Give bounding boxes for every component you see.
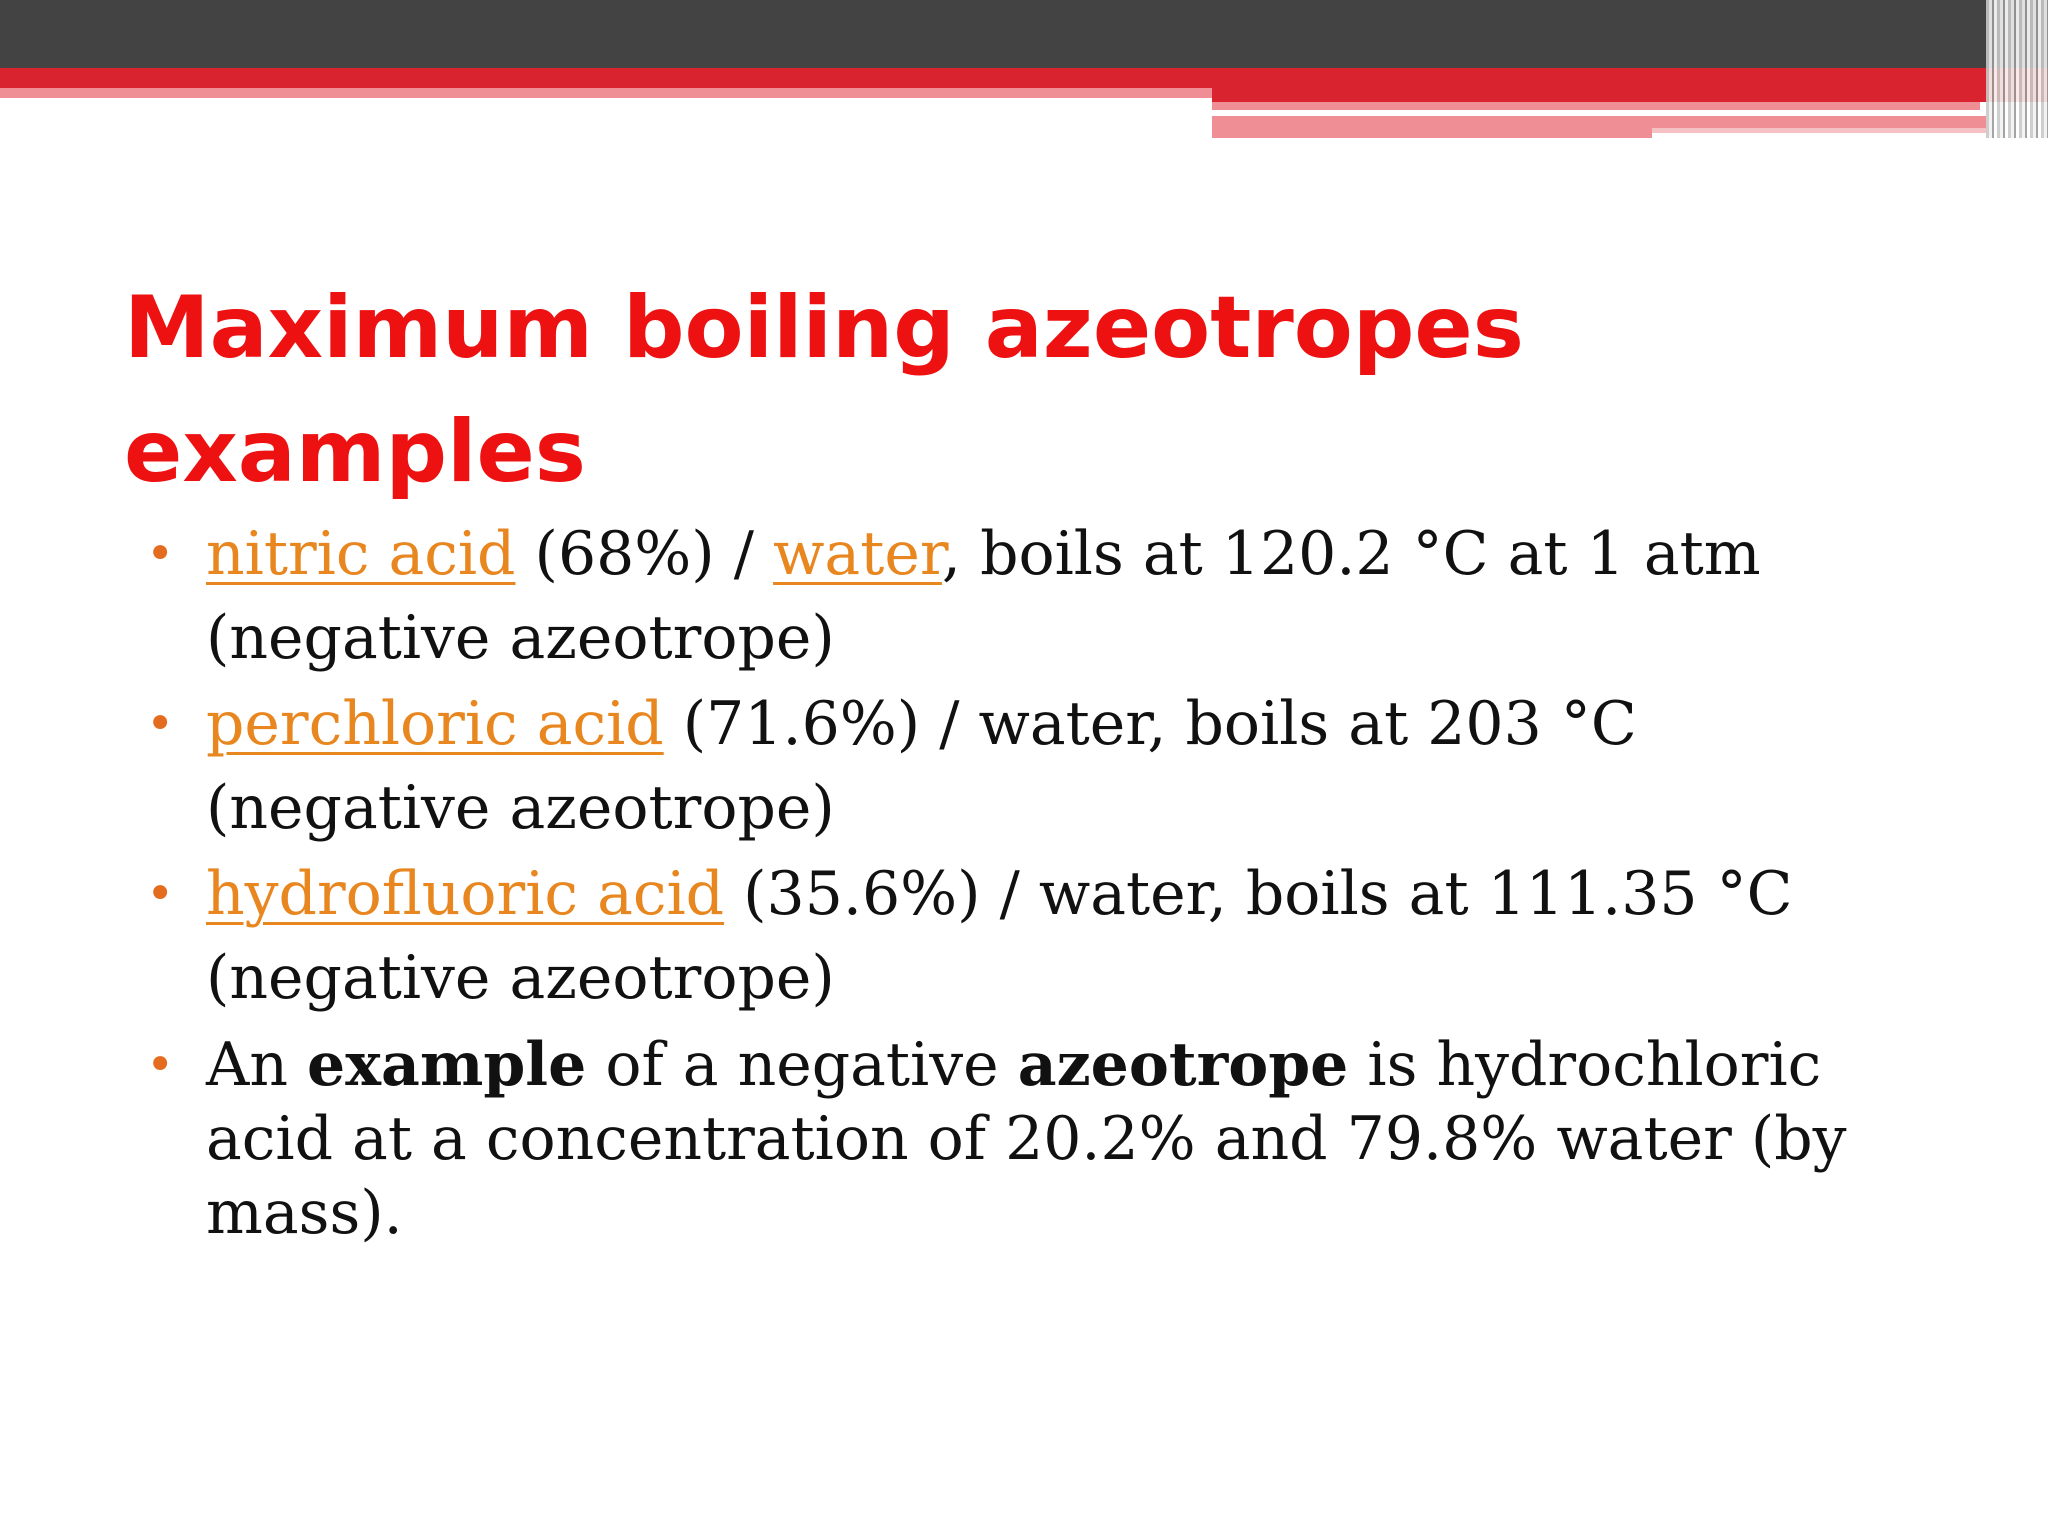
bullet-item-hydrochloric-example: [140, 1028, 1930, 1250]
header-band-pink-right: [1212, 102, 1980, 110]
bullet-item-hydrofluoric-acid: [140, 852, 1930, 1020]
bullet-text: of a negative: [586, 1030, 1018, 1100]
header-band-pink-left: [0, 88, 1212, 98]
header-band-red-right: [1212, 88, 2048, 102]
hydrofluoric-acid-link[interactable]: hydrofluoric acid: [206, 859, 725, 929]
bullet-text: An: [206, 1030, 308, 1100]
header-band-white-line: [1212, 110, 1896, 114]
bullet-text: , boils at 120.2 °C at 1 atm (negative azeotrope): [206, 519, 1761, 673]
bullet-list: [140, 512, 1930, 1252]
bullet-text: (71.6%) / water, boils at 203 °C (negative azeotrope): [206, 689, 1637, 843]
bullet-text: (68%) /: [515, 519, 774, 589]
bullet-text: is hydrochloric acid at a concentration of 20.2% and 79.8% water (by mass).: [206, 1030, 1847, 1248]
bullet-item-nitric-acid: [140, 512, 1930, 680]
header-edge-stripes: [1986, 0, 2048, 138]
header-band-pink-right-lower: [1212, 116, 1652, 138]
header-band-dark: [0, 0, 2048, 68]
header-band-red: [0, 68, 2048, 88]
perchloric-acid-link[interactable]: perchloric acid: [206, 689, 664, 759]
bold-term-azeotrope: azeotrope: [1017, 1030, 1349, 1100]
slide-title: Maximum boiling azeotropes examples: [124, 278, 1524, 502]
bullet-dot-icon: •: [146, 1037, 175, 1093]
bullet-dot-icon: •: [146, 866, 175, 922]
bullet-text: (35.6%) / water, boils at 111.35 °C (negative azeotrope): [206, 859, 1793, 1013]
header-band-pink-right-end: [1652, 116, 1986, 128]
bullet-dot-icon: •: [146, 526, 175, 582]
bold-term-example: example: [307, 1030, 587, 1100]
bullet-dot-icon: •: [146, 696, 175, 752]
water-link[interactable]: water: [773, 519, 942, 589]
bullet-item-perchloric-acid: [140, 682, 1930, 850]
header-band-pink-right-fade: [1652, 128, 1986, 133]
nitric-acid-link[interactable]: nitric acid: [206, 519, 516, 589]
